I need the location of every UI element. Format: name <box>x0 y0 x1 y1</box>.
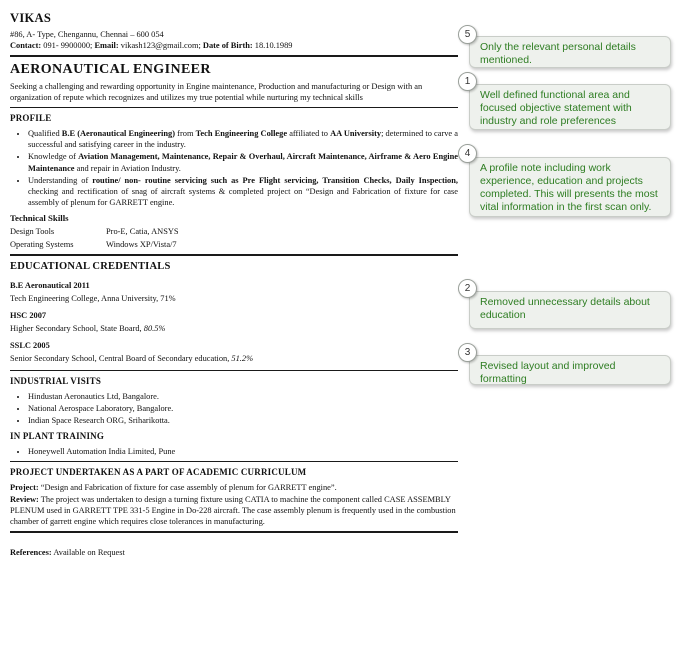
contact-value: 091- 9900000; <box>41 40 95 50</box>
divider <box>10 531 458 533</box>
dob-value: 18.10.1989 <box>252 40 293 50</box>
technical-skills-heading: Technical Skills <box>10 212 69 223</box>
industrial-visits-heading: INDUSTRIAL VISITS <box>10 376 102 387</box>
dob-label: Date of Birth: <box>202 40 253 50</box>
project-section <box>10 482 458 527</box>
list-item: • Indian Space Research ORG, Sriharikotta. <box>28 415 458 426</box>
divider <box>10 107 458 108</box>
in-plant-training-heading: IN PLANT TRAINING <box>10 431 105 442</box>
list-item: • National Aerospace Laboratory, Bangalore. <box>28 403 458 414</box>
references: References: Available on Request <box>10 548 125 558</box>
candidate-name: VIKAS <box>10 11 52 25</box>
project-line: Project: “Design and Fabrication of fixture for case assembly of plenum for GARRETT engine”. <box>10 483 337 493</box>
visits-list <box>10 391 458 426</box>
training-list <box>10 446 458 457</box>
skill-row: Design Tools Pro-E, Catia, ANSYS <box>10 227 179 237</box>
review-line: Review: The project was undertaken to design a turning fixture using CATIA to machine the component called CASE ASSEMBLY PLENUM used in GARRETT TPE 331-5 Engine in Do-228 aircraft. The case assembly plenum is frequently used in the combustion chamber of garrett engine which requires close tolerances in manufacturing. <box>10 495 456 527</box>
role-title: AERONAUTICAL ENGINEER <box>10 61 211 77</box>
address: #86, A- Type, Chengannu, Chennai – 600 054 <box>10 29 164 39</box>
divider <box>10 461 458 462</box>
annotation-note: Removed unnecessary details about education <box>469 291 671 329</box>
note-number-badge: 4 <box>458 144 477 163</box>
education-degree: SSLC 2005 <box>10 340 50 350</box>
education-detail: Higher Secondary School, State Board, 80.5% <box>10 323 166 333</box>
objective-statement: Seeking a challenging and rewarding opportunity in Engine maintenance, Production and manufacturing or Design with an organization of repute which recognizes and utilizes my true potential while nurturing my technical skills <box>10 82 423 103</box>
project-heading: PROJECT UNDERTAKEN AS A PART OF ACADEMIC CURRICULUM <box>10 467 307 478</box>
list-item: • Hindustan Aeronautics Ltd, Bangalore. <box>28 391 458 402</box>
education-heading: EDUCATIONAL CREDENTIALS <box>10 260 171 272</box>
annotation-note: A profile note including work experience, education and projects completed. This will presents the most vital information in the first scan only. <box>469 157 671 217</box>
education-detail: Senior Secondary School, Central Board of Secondary education, 51.2% <box>10 354 254 363</box>
resume-document <box>10 10 458 559</box>
profile-item: • Understanding of routine/ non- routine servicing such as Pre Flight servicing, Transition Checks, Daily Inspection, checking and rectification of snag of aircraft systems & completed project on “Design and Fabrication of fixture for case assembly of plenum for GARRETT engine. <box>28 175 458 208</box>
skill-row: Operating Systems Windows XP/Vista/7 <box>10 239 177 249</box>
list-item: • Honeywell Automation India Limited, Pune <box>28 446 458 457</box>
annotation-note: Well defined functional area and focused objective statement with industry and role preferences <box>469 84 671 130</box>
note-number-badge: 5 <box>458 25 477 44</box>
profile-list <box>10 128 458 208</box>
note-number-badge: 1 <box>458 72 477 91</box>
email-value: vikash123@gmail.com; <box>118 40 203 50</box>
annotation-note: Only the relevant personal details mentioned. <box>469 36 671 68</box>
email-label: Email: <box>94 40 119 50</box>
contact-details <box>10 40 458 51</box>
divider <box>10 55 458 57</box>
note-number-badge: 2 <box>458 279 477 298</box>
annotation-note: Revised layout and improved formatting <box>469 355 671 385</box>
divider <box>10 254 458 256</box>
education-degree: B.E Aeronautical 2011 <box>10 280 90 290</box>
education-degree: HSC 2007 <box>10 310 47 320</box>
contact-label: Contact: <box>10 40 42 50</box>
education-detail: Tech Engineering College, Anna University, 71% <box>10 293 176 303</box>
profile-item: • Knowledge of Aviation Management, Maintenance, Repair & Overhaul, Aircraft Maintenance, Airframe & Aero Engine Maintenance and repair in Aviation Industry. <box>28 151 458 173</box>
note-number-badge: 3 <box>458 343 477 362</box>
profile-item: • Qualified B.E (Aeronautical Engineering) from Tech Engineering College affiliated to AA University; determined to carve a successful and satisfying career in the industry. <box>28 128 458 150</box>
divider <box>10 370 458 371</box>
profile-heading: PROFILE <box>10 113 52 124</box>
